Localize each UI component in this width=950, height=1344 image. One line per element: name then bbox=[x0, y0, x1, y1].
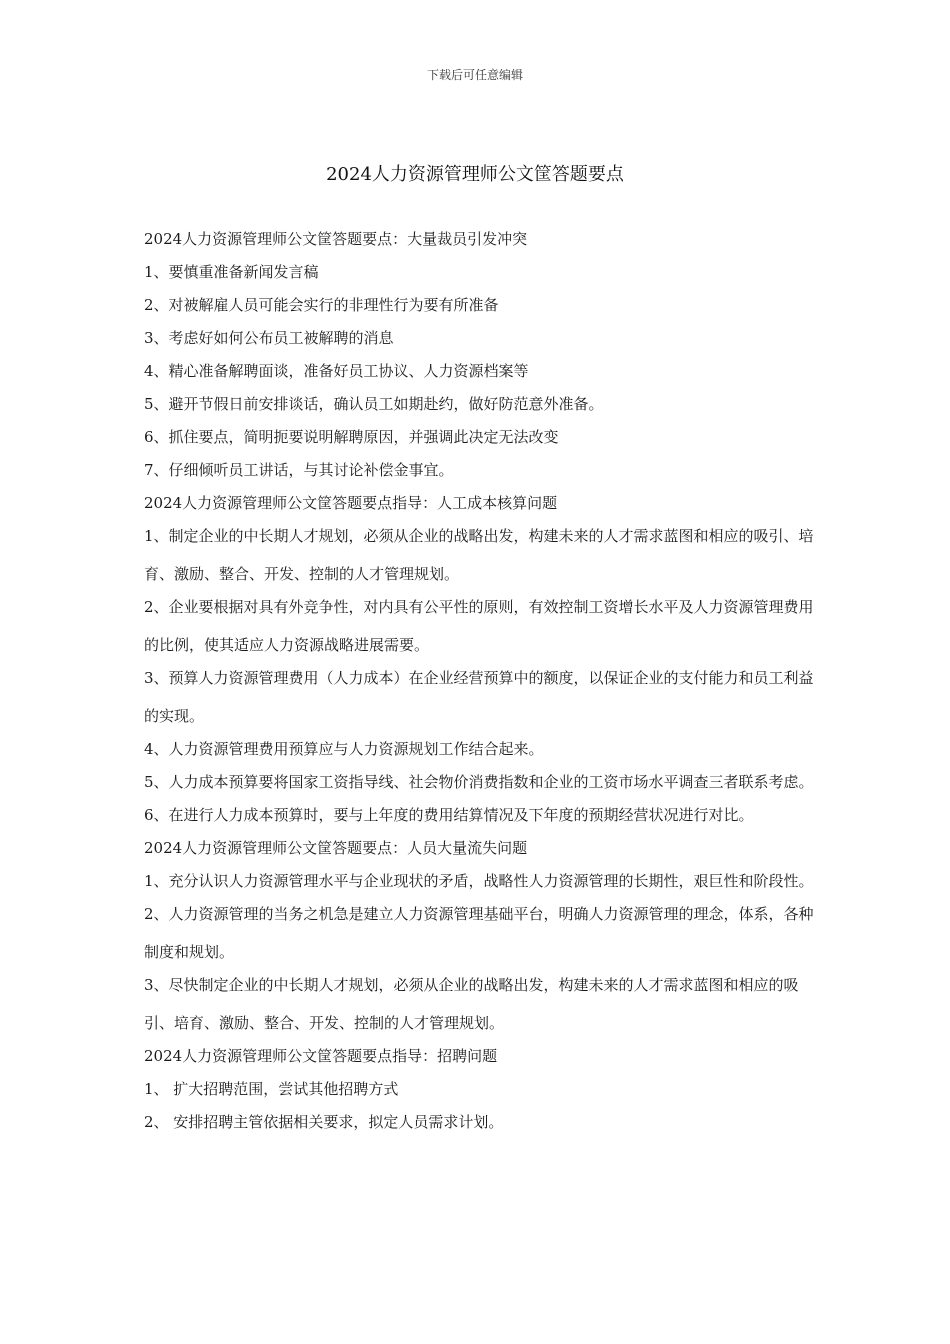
paragraph: 2、企业要根据对具有外竞争性，对内具有公平性的原则，有效控制工资增长水平及人力资源管理费用的比例，使其适应人力资源战略进展需要。 bbox=[144, 598, 814, 654]
paragraph: 1、充分认识人力资源管理水平与企业现状的矛盾，战略性人力资源管理的长期性，艰巨性和阶段性。 bbox=[144, 872, 814, 890]
paragraph: 5、人力成本预算要将国家工资指导线、社会物价消费指数和企业的工资市场水平调查三者联系考虑。 bbox=[144, 773, 814, 791]
paragraph: 2024人力资源管理师公文筐答题要点指导：人工成本核算问题 bbox=[144, 494, 558, 512]
document-body bbox=[144, 228, 824, 1144]
paragraph: 2024人力资源管理师公文筐答题要点指导：招聘问题 bbox=[144, 1047, 498, 1065]
paragraph: 1、要慎重准备新闻发言稿 bbox=[144, 263, 319, 281]
paragraph: 4、精心准备解聘面谈，准备好员工协议、人力资源档案等 bbox=[144, 362, 529, 380]
paragraph: 6、在进行人力成本预算时，要与上年度的费用结算情况及下年度的预期经营状况进行对比。 bbox=[144, 806, 754, 824]
paragraph: 1、制定企业的中长期人才规划，必须从企业的战略出发，构建未来的人才需求蓝图和相应的吸引、培育、激励、整合、开发、控制的人才管理规划。 bbox=[144, 527, 814, 583]
paragraph: 3、预算人力资源管理费用（人力成本）在企业经营预算中的额度，以保证企业的支付能力和员工利益的实现。 bbox=[144, 669, 814, 725]
page-header: 下载后可任意编辑 bbox=[426, 68, 523, 82]
paragraph: 5、避开节假日前安排谈话，确认员工如期赴约，做好防范意外准备。 bbox=[144, 395, 604, 413]
paragraph: 2、对被解雇人员可能会实行的非理性行为要有所准备 bbox=[144, 296, 499, 314]
paragraph: 7、仔细倾听员工讲话，与其讨论补偿金事宜。 bbox=[144, 461, 454, 479]
paragraph: 2024人力资源管理师公文筐答题要点：大量裁员引发冲突 bbox=[144, 230, 528, 248]
paragraph: 2、人力资源管理的当务之机急是建立人力资源管理基础平台，明确人力资源管理的理念，体系，各种制度和规划。 bbox=[144, 905, 814, 961]
paragraph: 4、人力资源管理费用预算应与人力资源规划工作结合起来。 bbox=[144, 740, 544, 758]
document-title: 2024人力资源管理师公文筐答题要点 bbox=[326, 164, 624, 185]
paragraph: 6、抓住要点，简明扼要说明解聘原因，并强调此决定无法改变 bbox=[144, 428, 559, 446]
paragraph: 2、 安排招聘主管依据相关要求，拟定人员需求计划。 bbox=[144, 1113, 504, 1131]
paragraph: 2024人力资源管理师公文筐答题要点：人员大量流失问题 bbox=[144, 839, 528, 857]
paragraph: 3、考虑好如何公布员工被解聘的消息 bbox=[144, 329, 394, 347]
paragraph: 3、尽快制定企业的中长期人才规划，必须从企业的战略出发，构建未来的人才需求蓝图和相应的吸引、培育、激励、整合、开发、控制的人才管理规划。 bbox=[144, 976, 799, 1032]
paragraph: 1、 扩大招聘范围，尝试其他招聘方式 bbox=[144, 1080, 399, 1098]
